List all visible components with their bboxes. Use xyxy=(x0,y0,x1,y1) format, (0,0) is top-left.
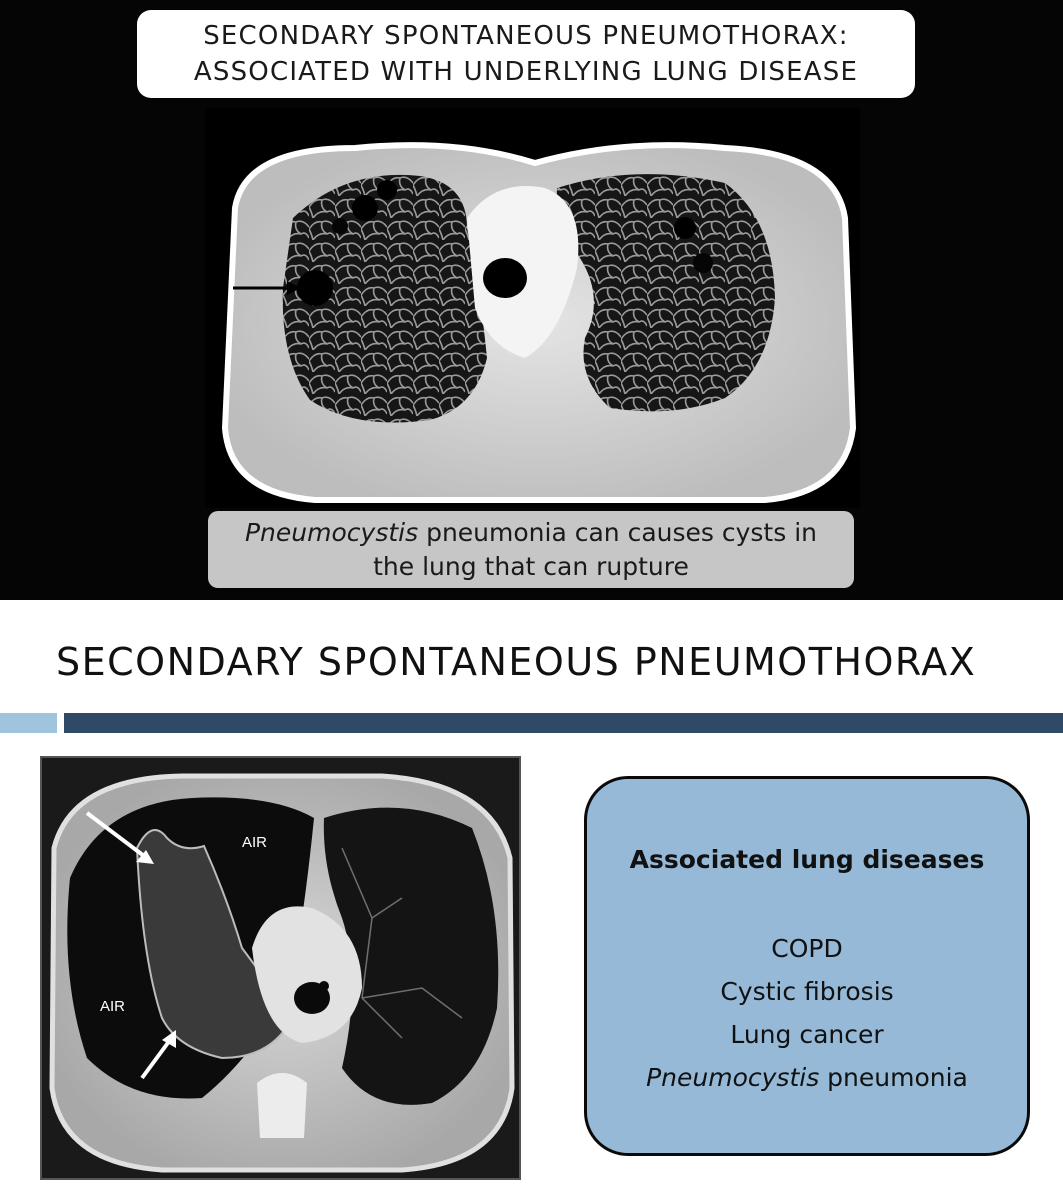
bottom-slide xyxy=(0,600,1063,1200)
ct-scan-image-bottom xyxy=(40,756,521,1180)
disease-item: COPD xyxy=(771,934,843,963)
disease-item: Lung cancer xyxy=(730,1020,884,1049)
air-label-top: AIR xyxy=(242,834,268,851)
top-title-line2: ASSOCIATED WITH UNDERLYING LUNG DISEASE xyxy=(193,57,859,87)
disease-italic-word: Pneumocystis xyxy=(646,1063,820,1092)
caption-line1-rest: pneumonia can causes cysts in xyxy=(418,517,817,547)
caption-line2: the lung that can rupture xyxy=(373,551,689,581)
disease-last-rest: pneumonia xyxy=(819,1063,968,1092)
top-caption-box xyxy=(208,511,854,588)
associated-diseases-box xyxy=(584,776,1030,1156)
bottom-title: SECONDARY SPONTANEOUS PNEUMOTHORAX xyxy=(56,640,977,684)
diseases-list xyxy=(587,927,1027,1099)
top-title-line1: SECONDARY SPONTANEOUS PNEUMOTHORAX: xyxy=(203,21,849,51)
top-title-box xyxy=(137,10,915,98)
title-rule-light xyxy=(0,713,57,733)
ct-scan-image-top xyxy=(205,108,860,508)
caption-line1 xyxy=(245,516,817,550)
disease-item-last xyxy=(587,1056,1027,1099)
diseases-heading: Associated lung diseases xyxy=(629,845,985,874)
caption-italic-word: Pneumocystis xyxy=(244,517,419,547)
disease-item: Cystic fibrosis xyxy=(720,977,894,1006)
air-label-left: AIR xyxy=(100,998,126,1015)
title-rule-dark xyxy=(64,713,1063,733)
ct-scan-bottom-svg xyxy=(42,758,519,1178)
